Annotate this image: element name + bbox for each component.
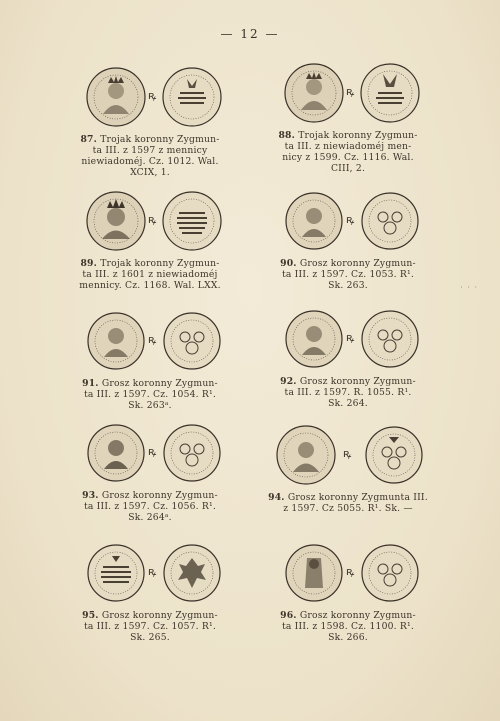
coin-entry-87 <box>55 66 245 178</box>
caption-line: Grosz koronny Zygmun- <box>101 610 218 621</box>
caption-line: ta III. z 1597. Cz. 1054. R¹. <box>83 389 217 400</box>
entry-number: 91. <box>82 378 99 389</box>
mint-mark: ꝶ <box>148 445 157 458</box>
coin-caption <box>55 610 245 643</box>
coin-obverse-image <box>85 190 147 252</box>
mint-mark: ꝶ <box>346 213 355 226</box>
caption-line: z 1597. Cz 5055. R¹. Sk. — <box>283 503 413 514</box>
coin-reverse-image <box>359 62 421 124</box>
mint-mark: ꝶ <box>148 89 157 102</box>
caption-line: Sk. 264. <box>328 398 368 409</box>
coin-obverse-image <box>283 542 345 604</box>
caption-line: Sk. 263. <box>328 280 368 291</box>
coin-pair <box>253 62 443 124</box>
mint-mark: ꝶ <box>148 213 157 226</box>
caption-line: Grosz koronny Zygmun- <box>299 610 416 621</box>
entry-number: 93. <box>82 490 99 501</box>
coin-entry-91 <box>55 310 245 411</box>
coin-pair <box>55 422 245 484</box>
coin-caption <box>55 378 245 411</box>
caption-line: ta III. z 1601 z niewiadoméj <box>82 269 218 280</box>
mint-mark: ꝶ <box>346 85 355 98</box>
coin-obverse-image <box>283 308 345 370</box>
caption-line: Grosz koronny Zygmun- <box>299 376 416 387</box>
coin-pair <box>55 190 245 252</box>
caption-line: Sk. 263ᵃ. <box>128 400 172 411</box>
mint-mark: ꝶ <box>346 565 355 578</box>
coin-pair <box>253 542 443 604</box>
coin-pair <box>55 66 245 128</box>
caption-line: ta III. z 1597. R. 1055. R¹. <box>284 387 412 398</box>
caption-line: ta III. z 1597. Cz. 1056. R¹. <box>83 501 217 512</box>
coin-caption <box>253 130 443 174</box>
caption-line: Trojak koronny Zygmun- <box>100 258 220 269</box>
coin-caption <box>253 258 443 291</box>
caption-line: ta III. z niewiadoméj men- <box>284 141 412 152</box>
coin-caption <box>253 610 443 643</box>
mint-mark: ꝶ <box>346 331 355 344</box>
coin-pair <box>253 190 443 252</box>
caption-line: ta III. z 1597. Cz. 1057. R¹. <box>83 621 217 632</box>
coin-obverse-image <box>85 422 147 484</box>
mint-mark: ꝶ <box>148 565 157 578</box>
caption-line: niewiadoméj. Cz. 1012. Wal. <box>81 156 219 167</box>
caption-line: ta III. z 1597 z mennicy <box>92 145 208 156</box>
coin-entry-92 <box>253 308 443 409</box>
coin-reverse-image <box>363 424 425 486</box>
mint-mark: ꝶ <box>343 447 352 460</box>
entry-number: 87. <box>80 134 98 145</box>
coin-obverse-image <box>283 62 345 124</box>
caption-line: mennicy. Cz. 1168. Wal. LXX. <box>79 280 221 291</box>
coin-reverse-image <box>161 422 223 484</box>
coin-reverse-image <box>161 542 223 604</box>
caption-line: Sk. 265. <box>130 632 170 643</box>
caption-line: XCIX, 1. <box>130 167 170 178</box>
coin-entry-96 <box>253 542 443 643</box>
coin-caption <box>55 134 245 178</box>
coin-reverse-image <box>359 542 421 604</box>
coin-pair <box>55 542 245 604</box>
coin-caption <box>253 492 443 514</box>
caption-line: Grosz koronny Zygmunta III. <box>287 492 428 503</box>
coin-entry-93 <box>55 422 245 523</box>
caption-line: Sk. 266. <box>328 632 368 643</box>
entry-number: 88. <box>278 130 296 141</box>
caption-line: Grosz koronny Zygmun- <box>101 378 218 389</box>
entry-number: 94. <box>268 492 285 503</box>
coin-entry-89 <box>55 190 245 291</box>
coin-obverse-image <box>85 542 147 604</box>
caption-line: Trojak koronny Zygmun- <box>298 130 418 141</box>
coin-obverse-image <box>283 190 345 252</box>
coin-entry-90 <box>253 190 443 291</box>
coin-caption <box>55 490 245 523</box>
coin-obverse-image <box>275 424 337 486</box>
caption-line: ta III. z 1597. Cz. 1053. R¹. <box>281 269 415 280</box>
caption-line: nicy z 1599. Cz. 1116. Wal. <box>282 152 414 163</box>
coin-obverse-image <box>85 66 147 128</box>
coin-pair <box>55 310 245 372</box>
page-number: — 12 — <box>220 27 280 41</box>
caption-line: Trojak koronny Zygmun- <box>100 134 220 145</box>
coin-reverse-image <box>161 66 223 128</box>
coin-caption <box>253 376 443 409</box>
coin-pair <box>253 424 443 486</box>
paper-speckle: · · · <box>460 283 478 292</box>
coin-entry-95 <box>55 542 245 643</box>
coin-entry-88 <box>253 62 443 174</box>
caption-line: CIII, 2. <box>330 163 366 174</box>
entry-number: 96. <box>280 610 297 621</box>
coin-entry-94 <box>253 424 443 514</box>
caption-line: Grosz koronny Zygmun- <box>299 258 416 269</box>
entry-number: 92. <box>280 376 297 387</box>
coin-reverse-image <box>359 308 421 370</box>
coin-reverse-image <box>359 190 421 252</box>
coin-reverse-image <box>161 310 223 372</box>
caption-line: ta III. z 1598. Cz. 1100. R¹. <box>281 621 415 632</box>
coin-pair <box>253 308 443 370</box>
entry-number: 95. <box>82 610 99 621</box>
coin-caption <box>55 258 245 291</box>
coin-obverse-image <box>85 310 147 372</box>
caption-line: Sk. 264ᵃ. <box>128 512 172 523</box>
mint-mark: ꝶ <box>148 333 157 346</box>
coin-reverse-image <box>161 190 223 252</box>
caption-line: Grosz koronny Zygmun- <box>101 490 218 501</box>
entry-number: 90. <box>280 258 297 269</box>
entry-number: 89. <box>80 258 98 269</box>
